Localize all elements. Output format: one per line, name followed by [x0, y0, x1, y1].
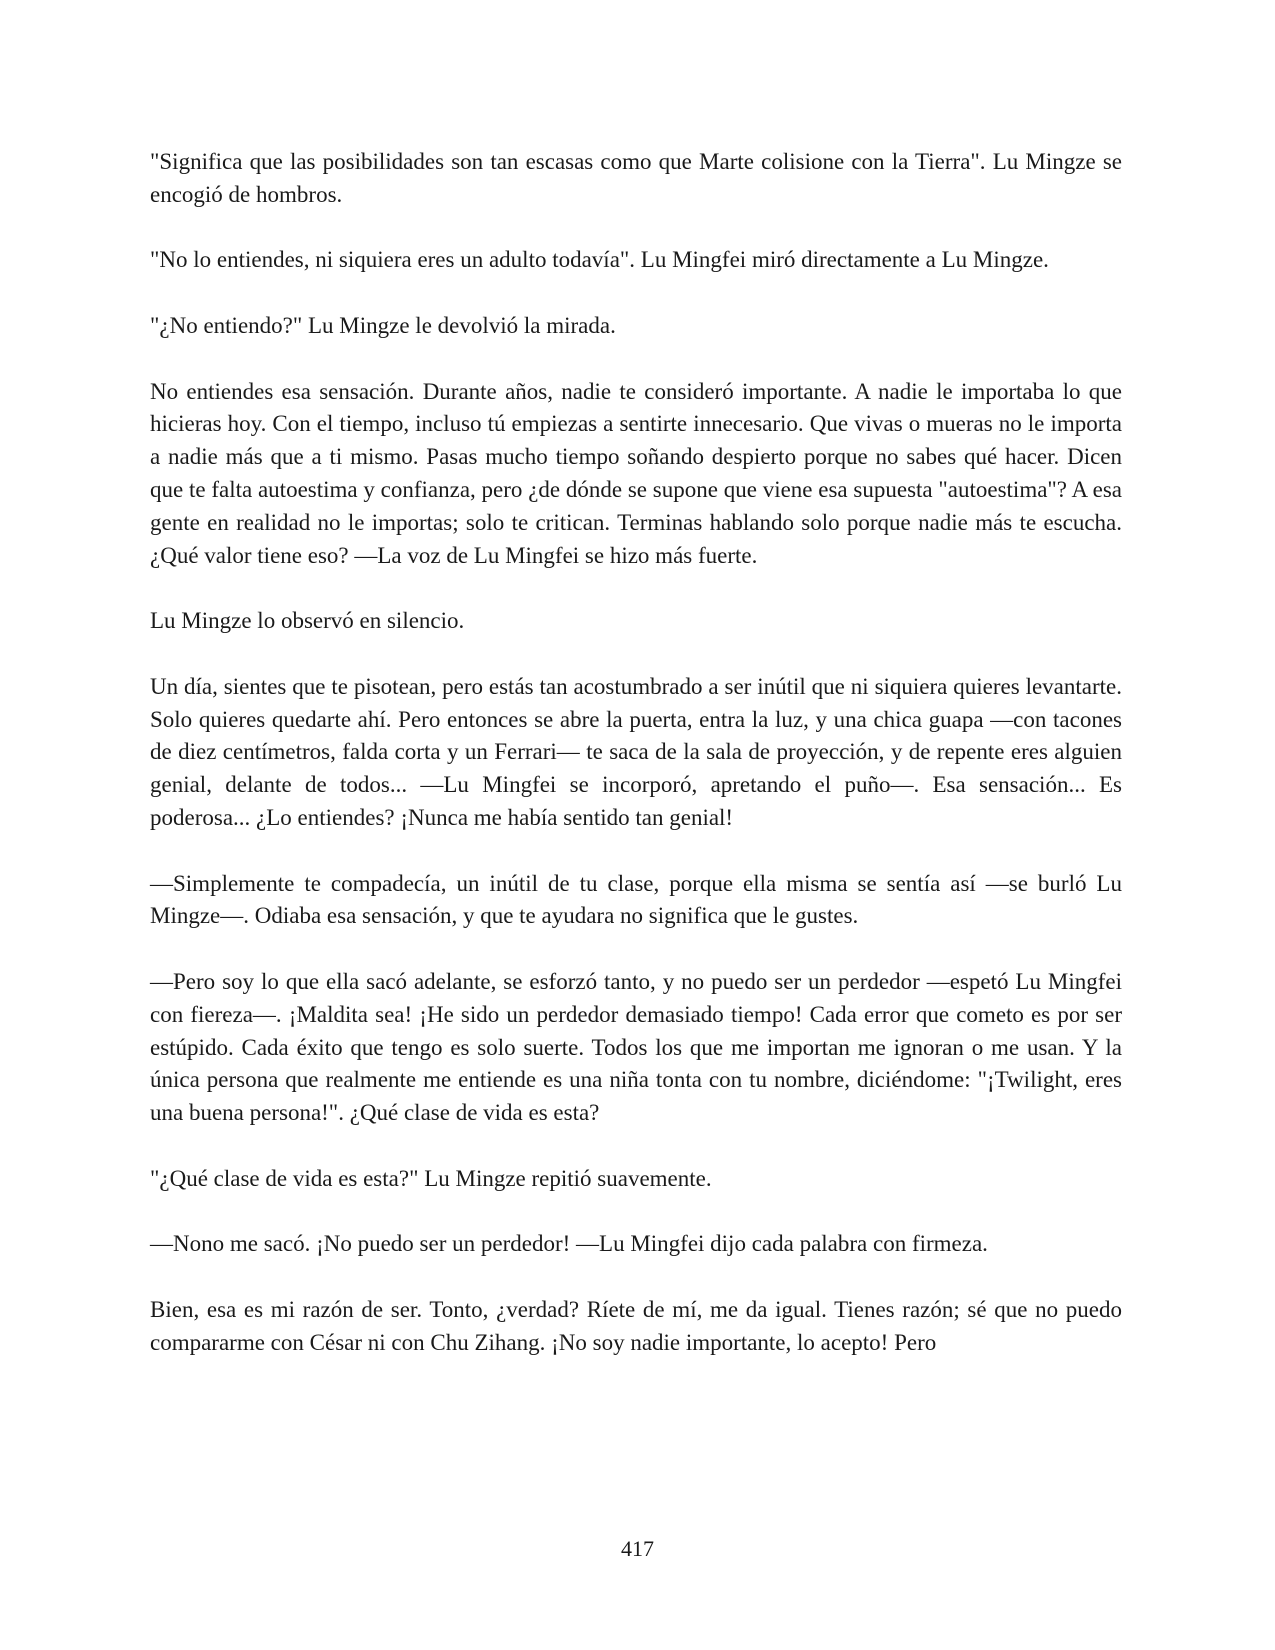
- paragraph: Lu Mingze lo observó en silencio.: [150, 608, 465, 634]
- paragraph: —Nono me sacó. ¡No puedo ser un perdedor! —Lu Mingfei dijo cada palabra con firmeza.: [150, 1231, 988, 1257]
- paragraph: —Pero soy lo que ella sacó adelante, se esforzó tanto, y no puedo ser un perdedor —espetó Lu Mingfei con fiereza—. ¡Maldita sea! ¡He sido un perdedor demasiado tiempo! Cada error que cometo es por ser estúpido. Cada éxito que tengo es solo suerte. Todos los que me importan me ignoran o me usan. Y la única persona que realmente me entiende es una niña tonta con tu nombre, diciéndome: "¡Twilight, eres una buena persona!". ¿Qué clase de vida es esta?: [150, 968, 1122, 1126]
- page-body: [150, 146, 1122, 1392]
- paragraph: Bien, esa es mi razón de ser. Tonto, ¿verdad? Ríete de mí, me da igual. Tienes razón; sé que no puedo compararme con César ni con Chu Zihang. ¡No soy nadie importante, lo acepto! Pero: [150, 1296, 1122, 1355]
- paragraph: Un día, sientes que te pisotean, pero estás tan acostumbrado a ser inútil que ni siquiera quieres levantarte. Solo quieres quedarte ahí. Pero entonces se abre la puerta, entra la luz, y una chica guapa —con tacones de diez centímetros, falda corta y un Ferrari— te saca de la sala de proyección, y de repente eres alguien genial, delante de todos... —Lu Mingfei se incorporó, apretando el puño—. Esa sensación... Es poderosa... ¿Lo entiendes? ¡Nunca me había sentido tan genial!: [150, 673, 1122, 830]
- paragraph: "No lo entiendes, ni siquiera eres un adulto todavía". Lu Mingfei miró directamente a Lu Mingze.: [150, 247, 1049, 273]
- paragraph: "¿No entiendo?" Lu Mingze le devolvió la mirada.: [150, 312, 616, 338]
- paragraph: "¿Qué clase de vida es esta?" Lu Mingze repitió suavemente.: [150, 1165, 712, 1191]
- paragraph: "Significa que las posibilidades son tan escasas como que Marte colisione con la Tierra". Lu Mingze se encogió de hombros.: [150, 149, 1122, 207]
- paragraph: No entiendes esa sensación. Durante años, nadie te consideró importante. A nadie le importaba lo que hicieras hoy. Con el tiempo, incluso tú empiezas a sentirte innecesario. Que vivas o mueras no le importa a nadie más que a ti mismo. Pasas mucho tiempo soñando despierto porque no sabes qué hacer. Dicen que te falta autoestima y confianza, pero ¿de dónde se supone que viene esa supuesta "autoestima"? A esa gente en realidad no le importas; solo te critican. Terminas hablando solo porque nadie más te escucha. ¿Qué valor tiene eso? —La voz de Lu Mingfei se hizo más fuerte.: [150, 378, 1122, 568]
- page-number: 417: [621, 1536, 654, 1561]
- paragraph: —Simplemente te compadecía, un inútil de tu clase, porque ella misma se sentía así —se burló Lu Mingze—. Odiaba esa sensación, y que te ayudara no significa que le gustes.: [150, 870, 1122, 929]
